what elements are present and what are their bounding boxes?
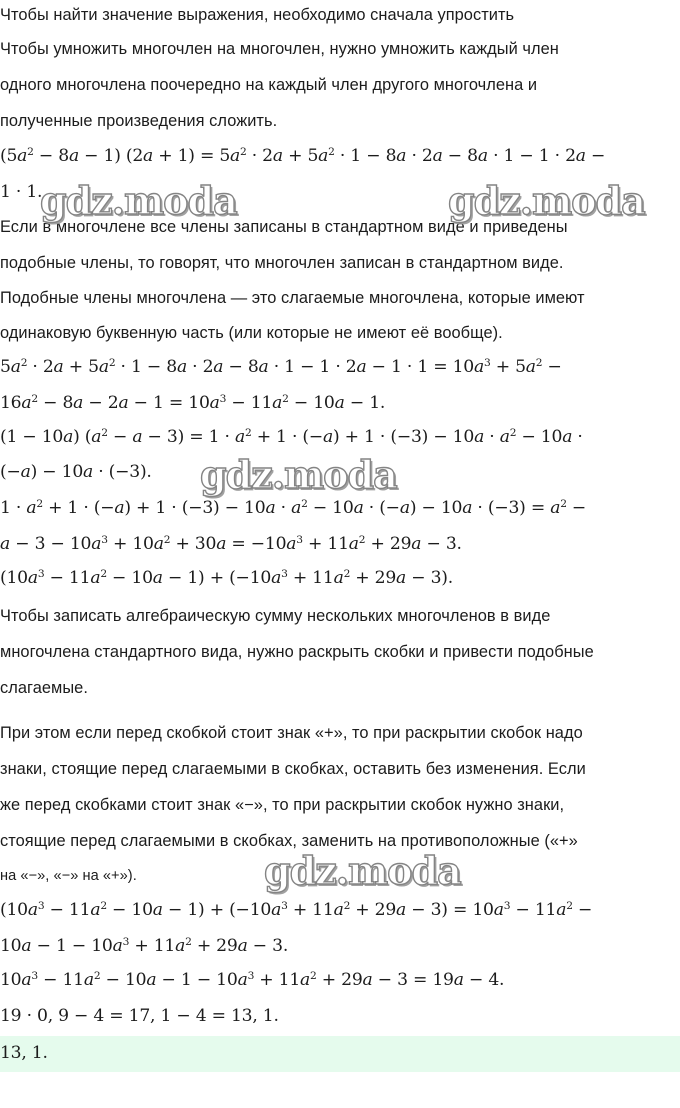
answer-text: 13, 1. (0, 1043, 48, 1063)
text-line: знаки, стоящие перед слагаемыми в скобках, оставить без изменения. Если (0, 760, 586, 778)
formula-line: $16a^2 - 8a - 2a - 1 = 10a^3 - 11a^2 - 10a - 1$. (0, 392, 386, 413)
text-line: Чтобы найти значение выражения, необходимо сначала упростить (0, 6, 515, 24)
formula-line: $(10a^3 - 11a^2 - 10a - 1) + (-10a^3 + 11a^2 + 29a - 3)$. (0, 567, 453, 588)
watermark: gdz.moda (448, 178, 645, 223)
formula-line: $(10a^3 - 11a^2 - 10a - 1) + (-10a^3 + 11a^2 + 29a - 3) = 10a^3 - 11a^2$ − (0, 899, 593, 920)
text-line: слагаемые. (0, 679, 88, 697)
text-line: на «−», «−» на «+»). (0, 868, 137, 884)
formula-line: $(5a^2 - 8a - 1) (2a + 1) = 5a^2 \cdot 2a + 5a^2 \cdot 1 - 8a \cdot 2a - 8a \cdot 1 - 1 \cdot 2a$ − (0, 145, 606, 166)
formula-line: $5a^2 \cdot 2a + 5a^2 \cdot 1 - 8a \cdot 2a - 8a \cdot 1 - 1 \cdot 2a - 1 \cdot 1 = 10a^3 + 5a^2$ − (0, 356, 562, 377)
text-line: полученные произведения сложить. (0, 112, 278, 130)
text-line: Подобные члены многочлена — это слагаемые многочлена, которые имеют (0, 289, 585, 307)
text-line: Чтобы записать алгебраическую сумму нескольких многочленов в виде (0, 607, 551, 625)
formula-line: 19 · 0, 9 − 4 = 17, 1 − 4 = 13, 1. (0, 1006, 279, 1026)
watermark: gdz.moda (264, 848, 461, 893)
text-line: Если в многочлене все члены записаны в стандартном виде и приведены (0, 218, 568, 236)
formula-line: $a - 3 - 10a^3 + 10a^2 + 30a = -10a^3 + 11a^2 + 29a - 3$. (0, 533, 462, 554)
formula-line: $10a - 1 - 10a^3 + 11a^2 + 29a - 3$. (0, 935, 289, 956)
watermark: gdz.moda (200, 452, 397, 497)
formula-line: (−a) − 10a · (−3). (0, 462, 152, 482)
text-line: одного многочлена поочередно на каждый член другого многочлена и (0, 76, 538, 94)
text-line: многочлена стандартного вида, нужно раскрыть скобки и привести подобные (0, 643, 594, 661)
text-line: одинаковую буквенную часть (или которые не имеют её вообще). (0, 324, 503, 342)
formula-line: $10a^3 - 11a^2 - 10a - 1 - 10a^3 + 11a^2 + 29a - 3 = 19a - 4$. (0, 969, 505, 990)
watermark: gdz.moda (40, 178, 237, 223)
answer-box (0, 1036, 680, 1072)
formula-line: 1 · 1. (0, 182, 43, 202)
text-line: Чтобы умножить многочлен на многочлен, нужно умножить каждый член (0, 40, 559, 58)
text-line: подобные члены, то говорят, что многочлен записан в стандартном виде. (0, 254, 564, 272)
text-line: При этом если перед скобкой стоит знак «+», то при раскрытии скобок надо (0, 724, 583, 742)
text-line: стоящие перед слагаемыми в скобках, заменить на противоположные («+» (0, 832, 578, 850)
formula-line: (1 − 10a) $(a^2 - a - 3) = 1 \cdot a^2 + 1 \cdot (-a) + 1 \cdot (-3) - 10a \cdot a^2 - 10a$ · (0, 426, 583, 447)
formula-line: $1 \cdot a^2 + 1 \cdot (-a) + 1 \cdot (-3) - 10a \cdot a^2 - 10a \cdot (-a) - 10a \cdot (-3) = a^2$ − (0, 497, 587, 518)
text-line: же перед скобками стоит знак «−», то при раскрытии скобок нужно знаки, (0, 796, 565, 814)
